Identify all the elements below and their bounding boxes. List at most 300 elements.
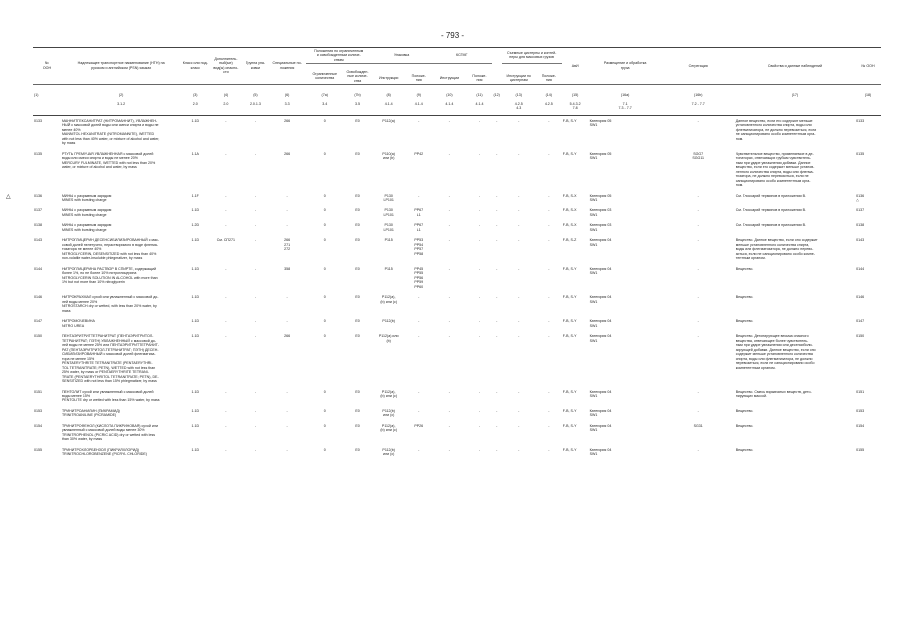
packing-group-cell: -	[254, 208, 257, 213]
column-number: (13)	[502, 84, 536, 101]
special-provisions-cell: -	[286, 319, 288, 324]
header-packing-group: Группа упа- ковки	[243, 48, 269, 85]
col12-cell: -	[496, 295, 498, 300]
segregation-cell: -	[697, 223, 699, 228]
ibc-provision-cell: -	[478, 423, 481, 428]
column-reference	[735, 101, 855, 115]
col12-cell: -	[496, 447, 498, 452]
segregation-cell: -	[697, 118, 699, 123]
name-cell: МИНЫ с разрывным зарядом MINES with bursting charge	[61, 193, 112, 202]
limited-qty-cell: 0	[323, 334, 326, 339]
subrisk-cell: -	[225, 208, 227, 213]
dangerous-goods-table	[33, 47, 881, 460]
column-number: (17)	[735, 84, 855, 101]
tank-instruction-cell: -	[518, 266, 520, 271]
special-provisions-cell: -	[286, 223, 288, 228]
stowage-cell: Категория 04 SW1	[589, 266, 612, 276]
name-cell: НИТРОКРАХМАЛ сухой или увлажненный с массовой до- лей воды менее 20% NITROSTARCH dry or wetted, with less than 20% water, by mass	[61, 295, 159, 313]
un-cell: 0151	[34, 389, 42, 394]
class-cell: 1.1D	[191, 118, 200, 123]
pack-instruction-cell: P112(a), (b) или (c)	[380, 295, 398, 304]
column-reference: 2.0	[209, 101, 242, 115]
tank-provision-cell: -	[548, 334, 550, 339]
name-cell: ПЕНТОЛИТ сухой или увлажненный с массовой долей воды менее 15% PENTOLITE dry or wetted with less than 15% water, by mass	[61, 389, 160, 403]
column-reference: 7.1 7.3 - 7.7	[589, 101, 662, 115]
table-row	[33, 445, 881, 460]
ems-cell: F-B, S-Y	[562, 423, 577, 428]
pack-provision-cell: -	[418, 408, 420, 413]
segregation-cell: -	[697, 389, 699, 394]
un-cell: 0155	[34, 447, 42, 452]
class-cell: 1.1D	[191, 408, 200, 413]
header-class: Класс или под- класс	[181, 48, 209, 85]
column-number: (10)	[432, 84, 467, 101]
subrisk-cell: -	[225, 295, 227, 300]
ibc-instruction-cell: -	[448, 295, 450, 300]
column-reference: 3.1.2	[61, 101, 181, 115]
name-cell: ТРИНИТРОХЛОРБЕНЗОЛ (ПИКРИЛХЛОРИД) TRINITROCHLOROBENZENE (PICRYL CHLORIDE)	[61, 447, 147, 457]
subrisk-cell: -	[225, 447, 227, 452]
pack-instruction-cell: P130 LP101	[383, 208, 394, 217]
special-provisions-cell: -	[286, 447, 288, 452]
limited-qty-cell: 0	[323, 238, 326, 243]
tank-provision-cell: -	[548, 238, 550, 243]
ibc-provision-cell: -	[478, 193, 481, 198]
column-number: (14)	[536, 84, 562, 101]
ems-cell: F-B, S-Y	[562, 266, 577, 271]
limited-qty-cell: 0	[323, 389, 326, 394]
special-provisions-cell: 266	[284, 118, 291, 123]
tank-provision-cell: -	[548, 423, 550, 428]
pack-instruction-cell: P130 LP101	[383, 223, 394, 232]
col12-cell: -	[496, 208, 498, 213]
tank-instruction-cell: -	[518, 193, 520, 198]
stowage-cell: Категория 05 SW1	[589, 151, 612, 161]
class-cell: 1.1A	[191, 151, 199, 156]
limited-qty-cell: 0	[323, 118, 326, 123]
tank-instruction-cell: -	[518, 223, 520, 228]
col12-cell: -	[496, 408, 498, 413]
segregation-cell: -	[697, 193, 699, 198]
limited-qty-cell: 0	[323, 423, 326, 428]
properties-cell: См. Глоссарий терминов в приложении B.	[735, 193, 807, 198]
packing-group-cell: -	[254, 334, 257, 339]
name-cell: НИТРОГЛИЦЕРИНА РАСТВОР В СПИРТЕ, содержащий более 1%, но не более 10% нитроглицерина NITROGLYCERIN SOLUTION IN ALCOHOL with more than 1% but not more than 10% nitroglycerin	[61, 266, 158, 285]
tank-provision-cell: -	[548, 223, 550, 228]
tank-provision-cell: -	[548, 447, 550, 452]
header-ibc-instructions: Инструкции	[432, 63, 467, 84]
limited-qty-cell: 0	[323, 319, 326, 324]
ibc-instruction-cell: -	[448, 334, 450, 339]
packing-group-cell: -	[254, 266, 257, 271]
special-provisions-cell: -	[286, 208, 288, 213]
col12-cell: -	[496, 238, 498, 243]
class-cell: 1.1D	[191, 238, 200, 243]
table-row	[33, 292, 881, 316]
ibc-instruction-cell: -	[448, 408, 450, 413]
un-right-cell: 0136 △	[856, 193, 865, 202]
column-number: (16b)	[662, 84, 735, 101]
ibc-provision-cell: -	[478, 389, 481, 394]
properties-cell: Вещество.	[735, 423, 754, 428]
special-provisions-cell: 266	[284, 151, 291, 156]
pack-provision-cell: -	[418, 319, 420, 324]
pack-provision-cell: PP67 L1	[414, 208, 424, 217]
class-cell: 1.1D	[191, 423, 200, 428]
special-provisions-cell: 266	[284, 334, 291, 339]
header-ems: АвИ	[562, 48, 589, 85]
un-right-cell: 0147	[856, 319, 865, 324]
ibc-instruction-cell: -	[448, 208, 450, 213]
tank-instruction-cell: -	[518, 334, 520, 339]
column-number: (6)	[268, 84, 306, 101]
tank-provision-cell: -	[548, 295, 550, 300]
packing-group-cell: -	[254, 118, 257, 123]
properties-cell: Вещество. Данное вещество, если оно содержит меньше установленного количества спирта, воды или флегматизатора, не должно перево- зиться, если не санкционировано особо компе- тентным органом.	[735, 238, 818, 261]
ems-cell: F-B, S-X	[562, 223, 577, 228]
col12-cell: -	[496, 193, 498, 198]
pack-provision-cell: -	[418, 118, 420, 123]
header-segregation: Сегрегация	[662, 48, 735, 85]
header-ibc-provisions: Положе- ния	[467, 63, 492, 84]
un-right-cell: 0155	[856, 447, 865, 452]
ibc-provision-cell: -	[478, 238, 481, 243]
table-row	[33, 115, 881, 148]
tank-instruction-cell: -	[518, 447, 520, 452]
column-reference	[33, 101, 61, 115]
stowage-cell: Категория 04 SW1	[589, 423, 612, 433]
table-row	[33, 149, 881, 191]
tank-instruction-cell: -	[518, 389, 520, 394]
tank-instruction-cell: -	[518, 118, 520, 123]
un-cell: 0146	[34, 295, 42, 300]
properties-cell: Чувствительное вещество, применяемое в де- тонаторах, отвечающих грубым чувствитель- ным при ударе увлажнении добавки. Данное вещество, если его содержит меньше установ- ленного количества спирта, воды или флегма- тизатора, не должно перевозиться, если не санкционировано особо компетентным орга- ном.	[735, 151, 815, 188]
tank-instruction-cell: -	[518, 295, 520, 300]
column-number: (5)	[243, 84, 269, 101]
stowage-cell: Категория 03 SW1	[589, 208, 612, 217]
header-limits: Положения по ограниченным и освобожденным количе- ствам	[306, 48, 372, 64]
un-right-cell: 0143	[856, 238, 865, 243]
tank-instruction-cell: -	[518, 423, 520, 428]
ibc-provision-cell: -	[478, 447, 481, 452]
un-right-cell: 0146	[856, 295, 865, 300]
ibc-provision-cell: -	[478, 319, 481, 324]
subrisk-cell: -	[225, 151, 227, 156]
class-cell: 1.1D	[191, 334, 200, 339]
column-reference: 2.0	[181, 101, 209, 115]
un-right-cell: 0150	[856, 334, 865, 339]
ems-cell: F-B, S-Y	[562, 295, 577, 300]
ems-cell: F-B, S-Y	[562, 389, 577, 394]
subrisk-cell: -	[225, 118, 227, 123]
un-right-cell: 0138	[856, 223, 865, 228]
pack-provision-cell: -	[418, 334, 420, 339]
ibc-provision-cell: -	[478, 118, 481, 123]
column-reference: 2.0.1.3	[243, 101, 269, 115]
segregation-cell: -	[697, 447, 699, 452]
properties-cell: Вещество.	[735, 319, 754, 324]
class-cell: 1.1D	[191, 208, 200, 213]
properties-cell: Вещество. Детонирующее весьма опасного вещества, отвечающее более чувствитель- ным при ударе увлажнении или десенсибили- зирующей добавки. Данное вещество, если оно содержит меньше установленного количества спирта, воды или флегматизатора, не должно перевозиться, если не санкционировано особо компетентным органом.	[735, 334, 816, 370]
header-col12	[492, 48, 502, 85]
pack-instruction-cell: P112(b)	[382, 319, 395, 324]
un-cell: 0133	[34, 118, 42, 123]
ibc-instruction-cell: -	[448, 118, 450, 123]
limited-qty-cell: 0	[323, 447, 326, 452]
header-subrisk: Дополнитель- ный(ые) вид(ы) опасно- сти	[209, 48, 242, 85]
tank-instruction-cell: -	[518, 408, 520, 413]
ems-cell: F-B, S-X	[562, 208, 577, 213]
col12-cell: -	[496, 389, 498, 394]
ems-cell: F-B, S-Y	[562, 118, 577, 123]
un-right-cell: 0151	[856, 389, 865, 394]
ibc-instruction-cell: -	[448, 423, 450, 428]
special-provisions-cell: 266 271 272	[284, 238, 291, 252]
class-cell: 1.1D	[191, 295, 200, 300]
pack-provision-cell: PP26	[414, 423, 424, 428]
ems-cell: F-B, S-Y	[562, 447, 577, 452]
pack-instruction-cell: P110(a) или (b)	[382, 151, 395, 161]
col12-cell: -	[496, 118, 498, 123]
tank-provision-cell: -	[548, 408, 550, 413]
header-excepted-qty: Освобожден- ные количе- ства	[344, 63, 372, 84]
pack-provision-cell: -	[418, 193, 420, 198]
pack-provision-cell: -	[418, 295, 420, 300]
tank-instruction-cell: -	[518, 208, 520, 213]
class-cell: 1.1D	[191, 266, 200, 271]
pack-instruction-cell: P112(b) или (c)	[382, 408, 395, 418]
column-reference: 4.2.5 4.3	[502, 101, 536, 115]
special-provisions-cell: -	[286, 408, 288, 413]
name-cell: ТРИНИТРОАНИЛИН (ПИКРАМИД) TRINITROANILINE (PICRAMIDE)	[61, 408, 120, 418]
tank-provision-cell: -	[548, 389, 550, 394]
table-row	[33, 331, 881, 386]
table-row	[33, 264, 881, 292]
limited-qty-cell: 0	[323, 208, 326, 213]
pack-instruction-cell: P130 LP101	[383, 193, 394, 202]
ibc-provision-cell: -	[478, 208, 481, 213]
pack-instruction-cell: P112(a) или (b)	[378, 334, 399, 343]
revision-marker: △	[6, 193, 11, 200]
segregation-cell: -	[697, 208, 699, 213]
excepted-qty-cell: E0	[355, 408, 360, 413]
column-reference: 3.5	[344, 101, 372, 115]
un-cell: 0138	[34, 223, 42, 228]
column-reference: 4.1.4	[406, 101, 432, 115]
packing-group-cell: -	[254, 193, 257, 198]
col12-cell: -	[496, 319, 498, 324]
stowage-cell: Категория 05 SW1	[589, 118, 612, 128]
ibc-instruction-cell: -	[448, 389, 450, 394]
class-cell: 1.1D	[191, 389, 200, 394]
excepted-qty-cell: E0	[355, 151, 360, 156]
column-reference: 5.4.3.2 7.8	[562, 101, 589, 115]
special-provisions-cell: -	[286, 423, 288, 428]
header-stowage: Размещение и обработка груза	[589, 48, 662, 85]
stowage-cell: Категория 04 SW1	[589, 389, 612, 398]
tank-instruction-cell: -	[518, 319, 520, 324]
segregation-cell: -	[697, 266, 699, 271]
ibc-instruction-cell: -	[448, 223, 450, 228]
special-provisions-cell: -	[286, 295, 288, 300]
pack-provision-cell: PP53 PP54 PP57 PP58	[414, 238, 424, 256]
col12-cell: -	[496, 266, 498, 271]
header-tanks: Съемные цистерны и контей- неры для массовых грузов	[502, 48, 562, 64]
excepted-qty-cell: E0	[355, 208, 360, 213]
table-row	[33, 421, 881, 445]
limited-qty-cell: 0	[323, 266, 326, 271]
excepted-qty-cell: E0	[355, 193, 360, 198]
segregation-cell: -	[697, 238, 699, 243]
column-number: (8)	[372, 84, 406, 101]
ems-cell: F-B, S-X	[562, 193, 577, 198]
tank-provision-cell: -	[548, 118, 550, 123]
column-number: (1)	[33, 84, 61, 101]
header-limited-qty: Ограниченные количества	[306, 63, 344, 84]
properties-cell: См. Глоссарий терминов в приложении B.	[735, 208, 807, 213]
ibc-provision-cell: -	[478, 151, 481, 156]
un-right-cell: 0153	[856, 408, 865, 413]
excepted-qty-cell: E0	[355, 447, 360, 452]
column-reference	[855, 101, 881, 115]
pack-instruction-cell: P112(b) или (c)	[382, 447, 395, 457]
header-un: № ООН	[33, 48, 61, 85]
class-cell: 1.2D	[191, 223, 200, 228]
column-number: (18)	[855, 84, 881, 101]
column-number: (11)	[467, 84, 492, 101]
page-number: - 793 -	[440, 31, 465, 40]
table-row	[33, 191, 881, 206]
tank-provision-cell: -	[548, 193, 550, 198]
table-row	[33, 406, 881, 421]
ibc-provision-cell: -	[478, 295, 481, 300]
properties-cell: Вещество.	[735, 295, 754, 300]
un-cell: 0136	[34, 193, 42, 198]
properties-cell: Вещество.	[735, 408, 754, 413]
properties-cell: Данное вещество, если его содержит меньше установленного количества спирта, воды или флегматизатора, не должно перевозиться, если не санкционировано особо компетентным орга- ном.	[735, 118, 817, 141]
ibc-instruction-cell: -	[448, 319, 450, 324]
column-number: (9)	[406, 84, 432, 101]
subrisk-cell: -	[225, 423, 227, 428]
limited-qty-cell: 0	[323, 408, 326, 413]
pack-provision-cell: -	[418, 447, 420, 452]
segregation-cell: -	[697, 408, 699, 413]
header-tank-provisions: Положе- ния	[536, 63, 562, 84]
table-row	[33, 235, 881, 263]
excepted-qty-cell: E0	[355, 266, 360, 271]
col12-cell: -	[496, 334, 498, 339]
un-cell: 0135	[34, 151, 42, 156]
subrisk-cell: -	[225, 408, 227, 413]
pack-provision-cell: -	[418, 389, 420, 394]
un-cell: 0150	[34, 334, 42, 339]
pack-provision-cell: PP67 L1	[414, 223, 424, 232]
tank-instruction-cell: -	[518, 238, 520, 243]
column-reference: 4.2.5	[536, 101, 562, 115]
excepted-qty-cell: E0	[355, 295, 360, 300]
packing-group-cell: -	[254, 319, 257, 324]
packing-group-cell: -	[254, 238, 257, 243]
properties-cell: Вещество.	[735, 266, 754, 271]
subrisk-cell: -	[225, 334, 227, 339]
column-reference: 7.2 - 7.7	[662, 101, 735, 115]
pack-provision-cell: PP45 PP55 PP56 PP59 PP60	[414, 266, 424, 289]
segregation-cell: -	[697, 295, 699, 300]
packing-group-cell: -	[254, 295, 257, 300]
header-ibc: КСГМГ	[432, 48, 492, 64]
table-row	[33, 387, 881, 406]
ibc-instruction-cell: -	[448, 447, 450, 452]
limited-qty-cell: 0	[323, 151, 326, 156]
ems-cell: F-B, S-Y	[562, 151, 577, 156]
stowage-cell: Категория 04 SW1	[589, 447, 612, 457]
excepted-qty-cell: E0	[355, 238, 360, 243]
tank-instruction-cell: -	[518, 151, 520, 156]
ibc-provision-cell: -	[478, 223, 481, 228]
header-packaging: Упаковка	[372, 48, 432, 64]
column-number: (2)	[61, 84, 181, 101]
packing-group-cell: -	[254, 389, 257, 394]
subrisk-cell: -	[225, 223, 227, 228]
table-row	[33, 220, 881, 235]
ems-cell: F-B, S-Y	[562, 319, 577, 324]
column-reference: 4.1.4	[467, 101, 492, 115]
packing-group-cell: -	[254, 151, 257, 156]
ibc-provision-cell: -	[478, 408, 481, 413]
ibc-provision-cell: -	[478, 334, 481, 339]
ibc-provision-cell: -	[478, 266, 481, 271]
tank-provision-cell: -	[548, 266, 550, 271]
tank-provision-cell: -	[548, 151, 550, 156]
excepted-qty-cell: E0	[355, 389, 360, 394]
header-properties: Свойства и данные наблюдений	[735, 48, 855, 85]
excepted-qty-cell: E0	[355, 423, 360, 428]
excepted-qty-cell: E0	[355, 319, 360, 324]
stowage-cell: Категория 04 SW1	[589, 295, 612, 304]
column-reference	[492, 101, 502, 115]
segregation-cell: -	[697, 319, 699, 324]
class-cell: 1.1F	[191, 193, 199, 198]
special-provisions-cell: -	[286, 193, 288, 198]
un-cell: 0147	[34, 319, 42, 324]
excepted-qty-cell: E0	[355, 118, 360, 123]
header-pack-instructions: Инструкции	[372, 63, 406, 84]
packing-group-cell: -	[254, 423, 257, 428]
excepted-qty-cell: E0	[355, 223, 360, 228]
pack-instruction-cell: P115	[384, 238, 393, 243]
tank-provision-cell: -	[548, 319, 550, 324]
header-un-right: № ООН	[855, 48, 881, 85]
header-name: Надлежащее транспортное наименование (НТН) на русском и английском (PSN) языках	[61, 48, 181, 85]
column-number: (15)	[562, 84, 589, 101]
stowage-cell: Категория 03 SW1	[589, 223, 612, 232]
tank-provision-cell: -	[548, 208, 550, 213]
column-number: (16a)	[589, 84, 662, 101]
packing-group-cell: -	[254, 408, 257, 413]
ibc-instruction-cell: -	[448, 266, 450, 271]
subrisk-cell: -	[225, 319, 227, 324]
class-cell: 1.1D	[191, 447, 200, 452]
un-cell: 0153	[34, 408, 42, 413]
stowage-cell: Категория 04 SW1	[589, 319, 612, 328]
column-number: (3)	[181, 84, 209, 101]
table-row	[33, 316, 881, 331]
pack-instruction-cell: P115	[384, 266, 393, 271]
un-cell: 0144	[34, 266, 42, 271]
stowage-cell: Категория 04 SW1	[589, 408, 612, 418]
name-cell: ПЕНТАЭРИТРИТТЕТРАНИТРАТ (ПЕНТАЭРИТРИТОЛ- ТЕТРАНИТРАТ; ПЭТН) УВЛАЖНЕННЫЙ с массовой до- лей воды не менее 25% или ПЕНТАЭРИТРИТТЕТРАНИТ- РАТ (ПЕНТАЭРИТРИТОЛ-ТЕТРАНИТРАТ; ПЭТН) ДЕСЕН- СИБИЛИЗИРОВАННЫЙ с массовой долей флегматиза- тора не менее 15% PENTAERYTHRITE TETRANITRATE (PENTAERYTHRI- TOL TETRANITRATE; PETN), WETTED with not less than 25% water, by mass or PENTAERYTHRITE TETRANI- TRATE (PENTAERYTHRITOL TETRANITRATE; PETN), DE- SENSITIZED with not less than 15% phlegmatizer, by mass	[61, 334, 160, 384]
stowage-cell: Категория 04 SW1	[589, 238, 612, 247]
